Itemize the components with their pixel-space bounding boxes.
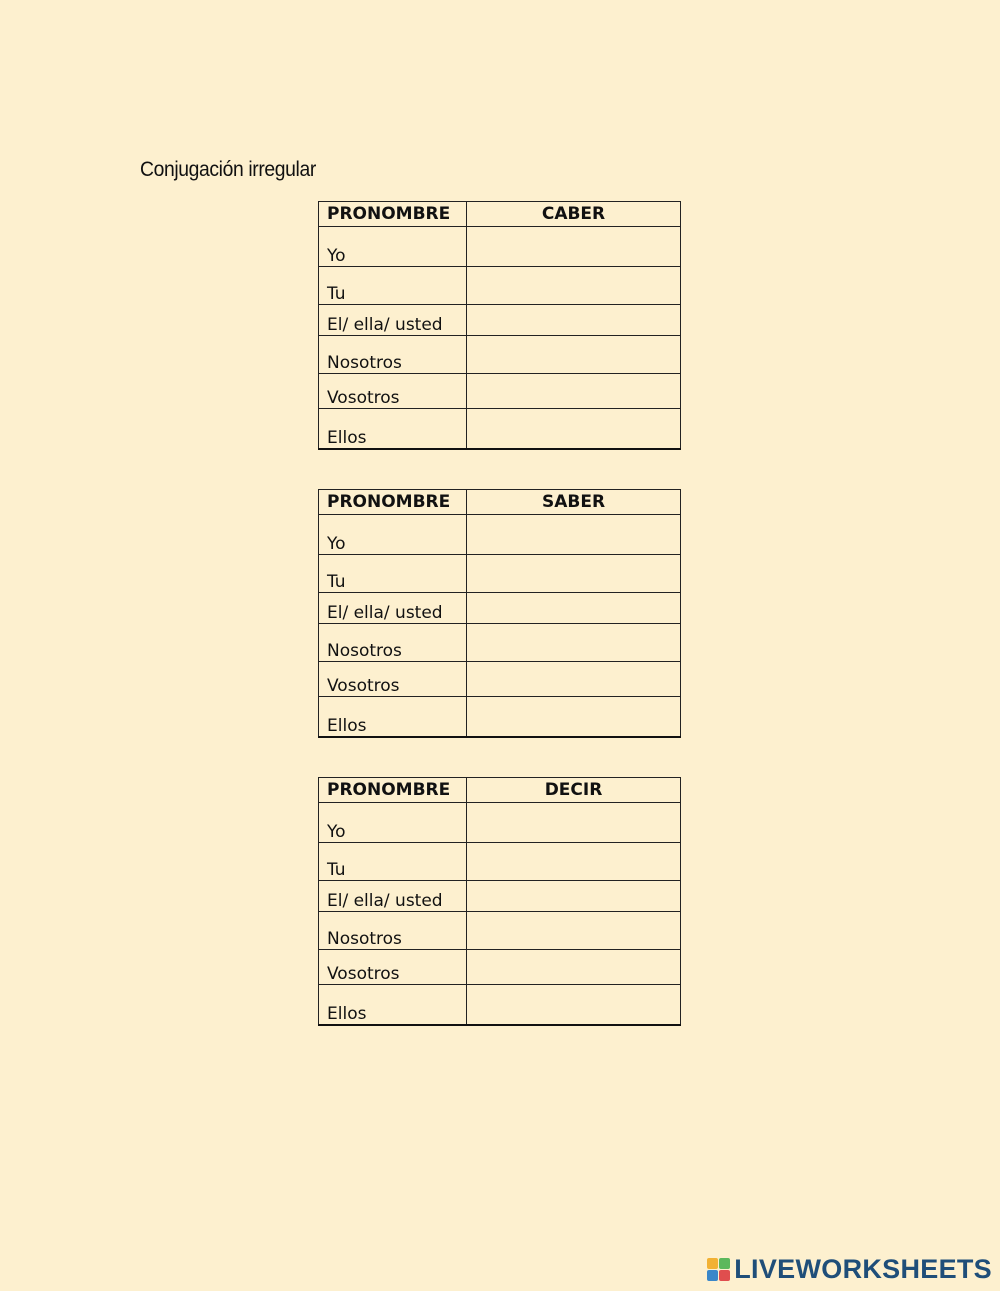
pronoun-cell: El/ ella/ usted xyxy=(319,593,467,624)
pronoun-cell: Tu xyxy=(319,267,467,305)
logo-text: LIVEWORKSHEETS xyxy=(734,1254,992,1284)
pronoun-cell: El/ ella/ usted xyxy=(319,305,467,336)
answer-cell[interactable] xyxy=(467,803,681,843)
pronoun-cell: Nosotros xyxy=(319,336,467,374)
pronoun-cell: Yo xyxy=(319,227,467,267)
pronoun-cell: Nosotros xyxy=(319,624,467,662)
pronoun-cell: Tu xyxy=(319,843,467,881)
answer-cell[interactable] xyxy=(467,555,681,593)
answer-cell[interactable] xyxy=(467,697,681,738)
logo-square xyxy=(719,1258,730,1269)
pronoun-cell: Yo xyxy=(319,803,467,843)
pronoun-cell: Ellos xyxy=(319,409,467,450)
logo-square xyxy=(719,1270,730,1281)
answer-cell[interactable] xyxy=(467,985,681,1026)
pronoun-column-header: PRONOMBRE xyxy=(319,778,467,803)
answer-cell[interactable] xyxy=(467,267,681,305)
answer-cell[interactable] xyxy=(467,624,681,662)
answer-cell[interactable] xyxy=(467,912,681,950)
pronoun-column-header: PRONOMBRE xyxy=(319,490,467,515)
pronoun-cell: Vosotros xyxy=(319,950,467,985)
answer-cell[interactable] xyxy=(467,881,681,912)
answer-cell[interactable] xyxy=(467,593,681,624)
logo-square xyxy=(707,1270,718,1281)
answer-cell[interactable] xyxy=(467,305,681,336)
saber-conjugation-table xyxy=(318,489,681,738)
logo-mark-icon xyxy=(707,1258,730,1281)
verb-column-header: SABER xyxy=(467,490,681,515)
decir-conjugation-table xyxy=(318,777,681,1026)
liveworksheets-logo xyxy=(707,1254,992,1285)
pronoun-cell: Nosotros xyxy=(319,912,467,950)
pronoun-cell: Ellos xyxy=(319,985,467,1026)
pronoun-column-header: PRONOMBRE xyxy=(319,202,467,227)
pronoun-cell: Vosotros xyxy=(319,662,467,697)
pronoun-cell: Ellos xyxy=(319,697,467,738)
verb-column-header: CABER xyxy=(467,202,681,227)
answer-cell[interactable] xyxy=(467,374,681,409)
pronoun-cell: Vosotros xyxy=(319,374,467,409)
answer-cell[interactable] xyxy=(467,950,681,985)
answer-cell[interactable] xyxy=(467,515,681,555)
answer-cell[interactable] xyxy=(467,409,681,450)
caber-conjugation-table xyxy=(318,201,681,450)
page-title: Conjugación irregular xyxy=(140,158,316,181)
verb-column-header: DECIR xyxy=(467,778,681,803)
answer-cell[interactable] xyxy=(467,336,681,374)
answer-cell[interactable] xyxy=(467,843,681,881)
pronoun-cell: Tu xyxy=(319,555,467,593)
logo-square xyxy=(707,1258,718,1269)
answer-cell[interactable] xyxy=(467,227,681,267)
answer-cell[interactable] xyxy=(467,662,681,697)
pronoun-cell: Yo xyxy=(319,515,467,555)
pronoun-cell: El/ ella/ usted xyxy=(319,881,467,912)
